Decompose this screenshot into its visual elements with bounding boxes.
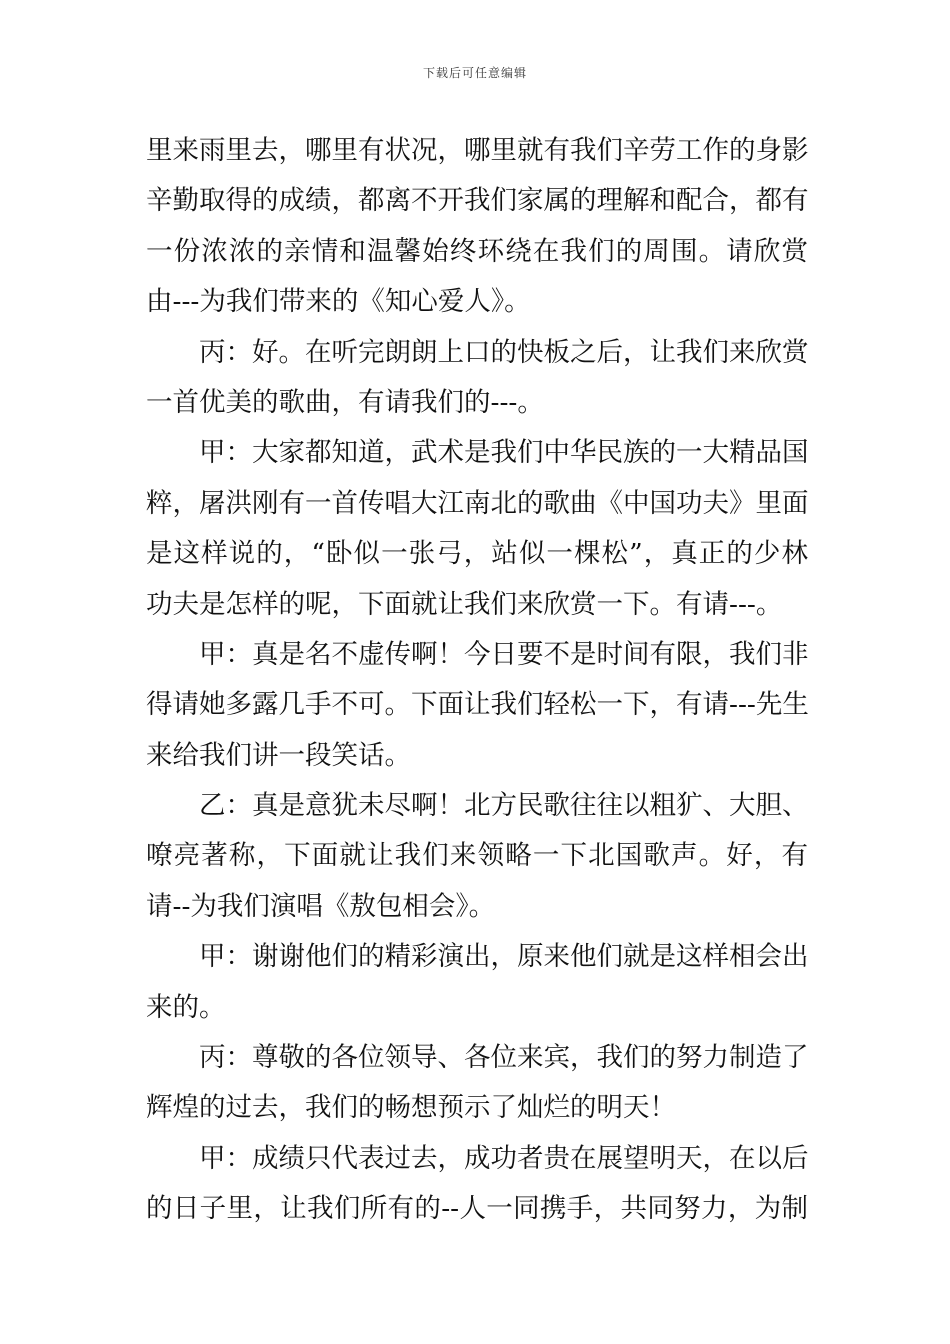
text-line: 甲：真是名不虚传啊！今日要不是时间有限，我们非 [199,638,809,670]
text-line: 的日子里，让我们所有的--人一同携手，共同努力，为制 [146,1193,808,1225]
text-line: 得请她多露几手不可。下面让我们轻松一下，有请---先生 [146,689,809,721]
text-line: 甲：大家都知道，武术是我们中华民族的一大精品国 [199,437,809,469]
text-line: 甲：成绩只代表过去，成功者贵在展望明天，在以后 [199,1142,809,1174]
text-line: 来的。 [146,991,226,1023]
text-line: 里来雨里去，哪里有状况，哪里就有我们辛劳工作的身影 [146,135,809,166]
page-header: 下载后可任意编辑 [422,66,527,80]
text-line: 辛勤取得的成绩，都离不开我们家属的理解和配合，都有 [146,185,809,217]
text-line: 一首优美的歌曲，有请我们的---。 [146,386,544,418]
text-line: 是这样说的，“卧似一张弓，站似一棵松”，真正的少林 [146,538,808,570]
text-line: 乙：真是意犹未尽啊！北方民歌往往以粗犷、大胆、 [199,790,809,822]
text-line: 嘹亮著称，下面就让我们来领略一下北国歌声。好，有 [146,840,808,872]
text-line: 由---为我们带来的《知心爱人》。 [146,286,531,318]
text-line: 粹，屠洪刚有一首传唱大江南北的歌曲《中国功夫》里面 [146,487,809,519]
text-line: 功夫是怎样的呢，下面就让我们来欣赏一下。有请---。 [146,588,783,620]
text-line: 来给我们讲一段笑话。 [146,739,411,771]
text-line: 丙：好。在听完朗朗上口的快板之后，让我们来欣赏 [199,336,809,368]
text-line: 辉煌的过去，我们的畅想预示了灿烂的明天！ [146,1092,676,1124]
text-line: 丙：尊敬的各位领导、各位来宾，我们的努力制造了 [199,1042,809,1074]
text-line: 请--为我们演唱《敖包相会》。 [146,890,496,922]
document-body [146,126,808,1235]
text-line: 甲：谢谢他们的精彩演出，原来他们就是这样相会出 [199,941,809,973]
text-line: 一份浓浓的亲情和温馨始终环绕在我们的周围。请欣赏 [146,235,808,267]
